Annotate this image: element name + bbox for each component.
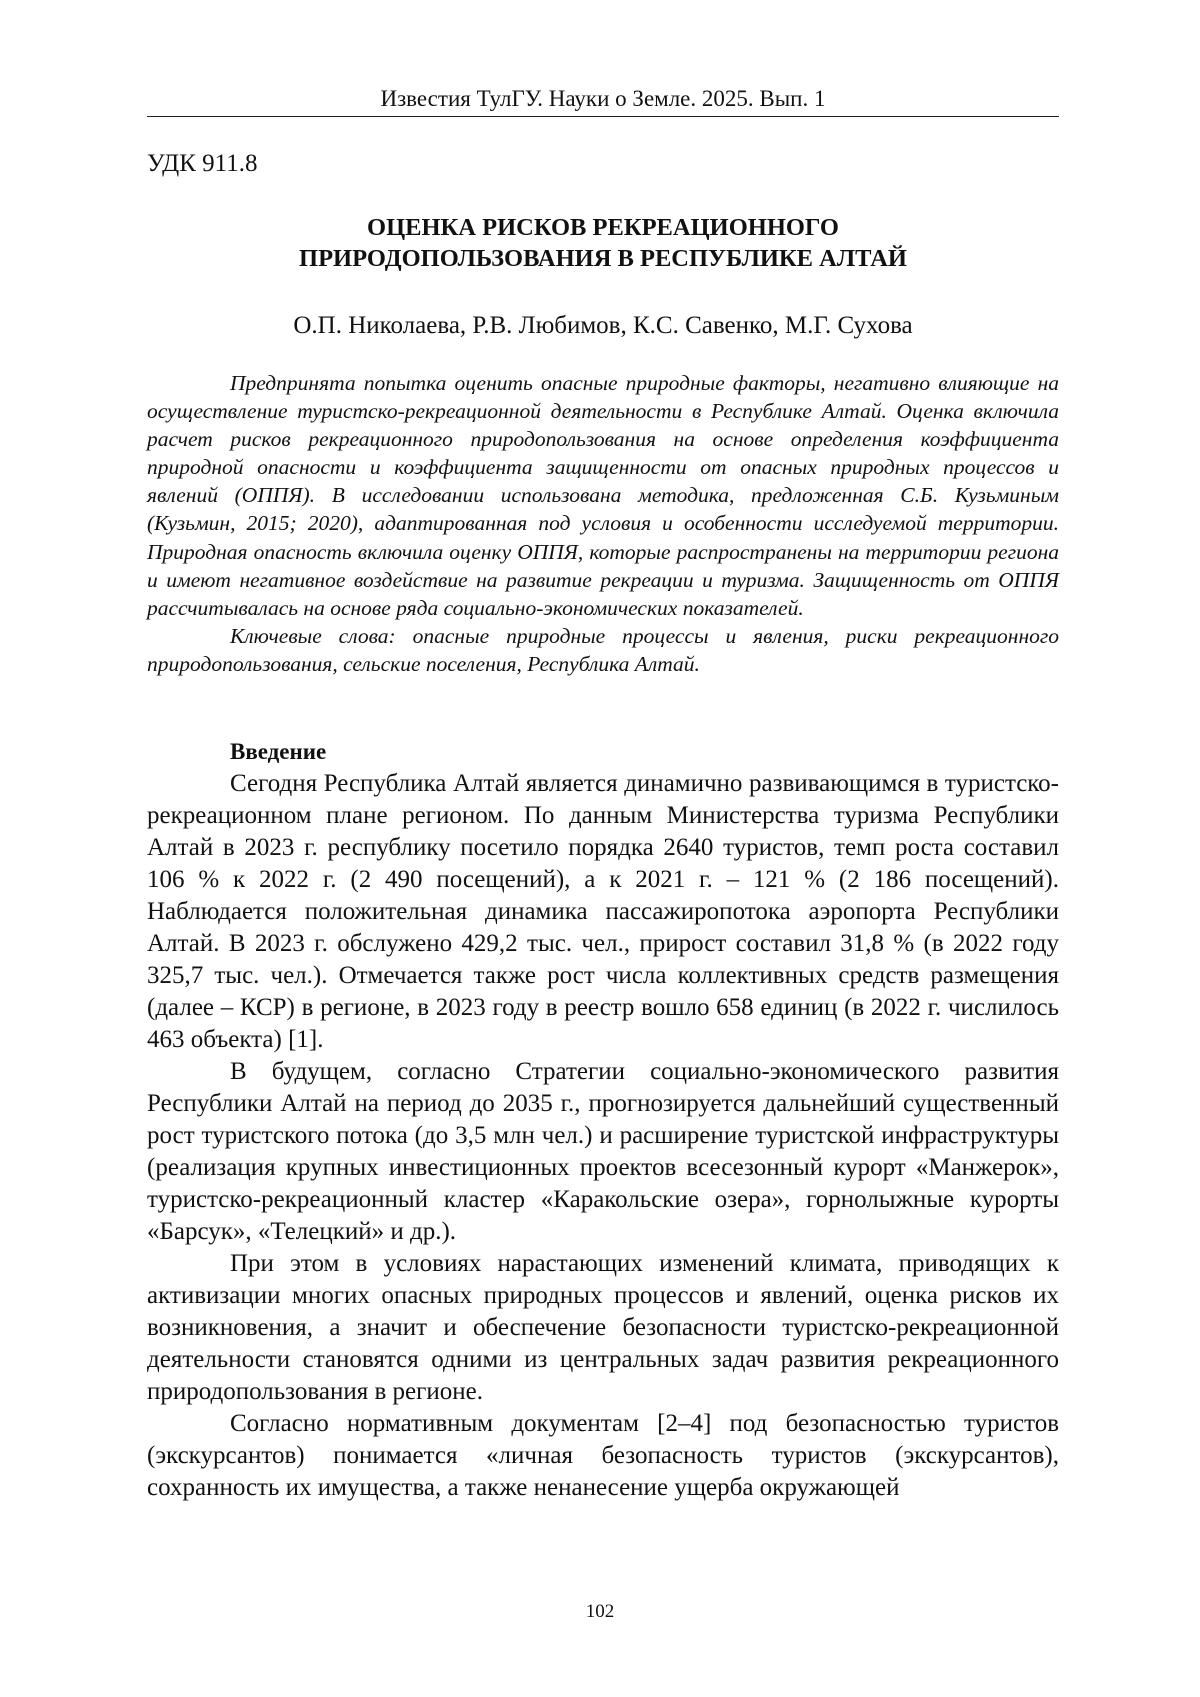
article-title-line-1: ОЦЕНКА РИСКОВ РЕКРЕАЦИОННОГО [367, 214, 839, 241]
body-paragraph: В будущем, согласно Стратегии социально-экономического развития Республики Алтай на период до 2035 г., прогнозируется дальнейший существенный рост туристского потока (до 3,5 млн чел.) и расширение туристской инфраструктуры (реализация крупных инвестиционных проектов всесезонный курорт «Манжерок», туристско-рекреационный кластер «Каракольские озера», горнолыжные курорты «Барсук», «Телецкий» и др.). [147, 1058, 1059, 1245]
page-number: 102 [585, 1601, 615, 1622]
body-paragraph: Сегодня Республика Алтай является динамично развивающимся в туристско-рекреационном плане регионом. По данным Министерства туризма Республики Алтай в 2023 г. республику посетило порядка 2640 туристов, темп роста составил 106 % к 2022 г. (2 490 посещений), а к 2021 г. – 121 % (2 186 посещений). Наблюдается положительная динамика пассажиропотока аэропорта Республики Алтай. В 2023 г. обслужено 429,2 тыс. чел., прирост составил 31,8 % (в 2022 году 325,7 тыс. чел.). Отмечается также рост числа коллективных средств размещения (далее – КСР) в регионе, в 2023 году в реестр вошло 658 единиц (в 2022 г. числилось 463 объекта) [1]. [147, 770, 1059, 1053]
running-header: Известия ТулГУ. Науки о Земле. 2025. Вып. 1 [147, 86, 1059, 117]
udc-code: УДК 911.8 [147, 150, 258, 177]
article-title [147, 212, 1059, 274]
article-title-line-2: ПРИРОДОПОЛЬЗОВАНИЯ В РЕСПУБЛИКЕ АЛТАЙ [299, 245, 907, 272]
authors-line: О.П. Николаева, Р.В. Любимов, К.С. Савенко, М.Г. Сухова [293, 312, 913, 339]
section-heading-introduction: Введение [230, 739, 327, 764]
keywords: Ключевые слова: опасные природные процессы и явления, риски рекреационного природопользования, сельские поселения, Республика Алтай. [147, 623, 1059, 676]
abstract-text: Предпринята попытка оценить опасные природные факторы, негативно влияющие на осуществление туристско-рекреационной деятельности в Республике Алтай. Оценка включила расчет рисков рекреационного природопользования на основе определения коэффициента природной опасности и коэффициента защищенности от опасных природных процессов и явлений (ОППЯ). В исследовании использована методика, предложенная С.Б. Кузьминым (Кузьмин, 2015; 2020), адаптированная под условия и особенности исследуемой территории. Природная опасность включила оценку ОППЯ, которые распространены на территории региона и имеют негативное воздействие на развитие рекреации и туризма. Защищенность от ОППЯ рассчитывалась на основе ряда социально-экономических показателей. [147, 371, 1059, 620]
abstract [147, 369, 1059, 678]
body-paragraph: При этом в условиях нарастающих изменений климата, приводящих к активизации многих опасных природных процессов и явлений, оценка рисков их возникновения, а значит и обеспечение безопасности туристско-рекреационной деятельности становятся одними из центральных задач развития рекреационного природопользования в регионе. [147, 1250, 1059, 1405]
body-paragraph: Согласно нормативным документам [2–4] под безопасностью туристов (экскурсантов) понимается «личная безопасность туристов (экскурсантов), сохранность их имущества, а также ненанесение ущерба окружающей [147, 1410, 1059, 1501]
main-text [147, 736, 1059, 1504]
